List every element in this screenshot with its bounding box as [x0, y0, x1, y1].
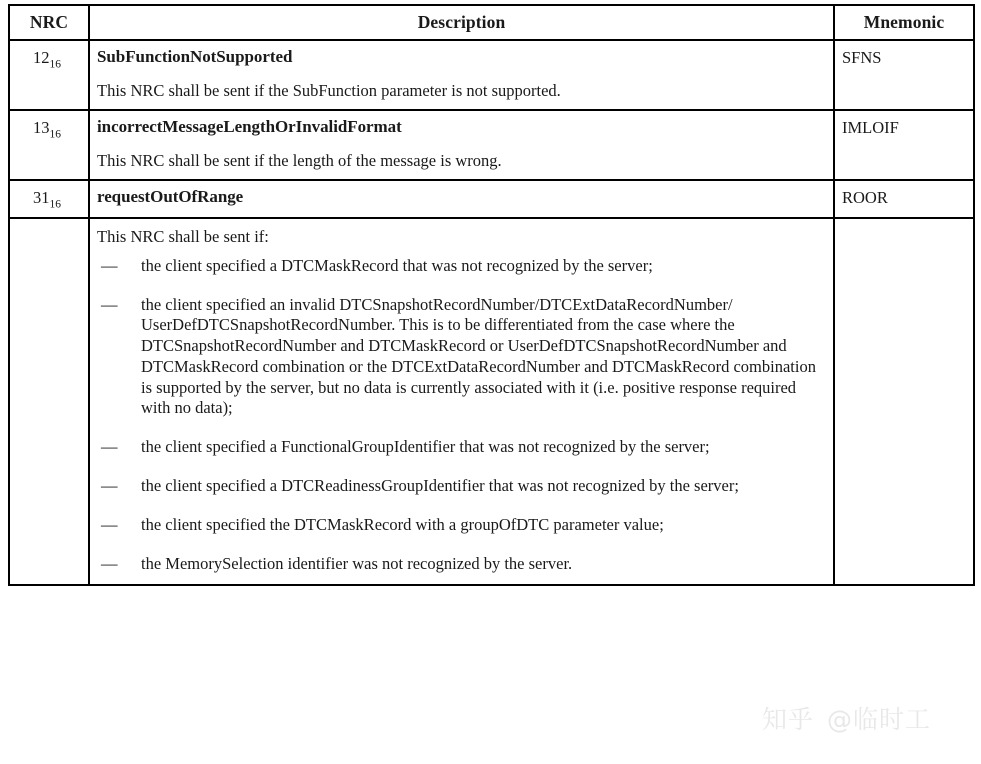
list-item-text: the client specified a FunctionalGroupIdentifier that was not recognized by the server;	[141, 437, 710, 457]
detail-intro-text: This NRC shall be sent if:	[97, 226, 269, 246]
column-header-description: Description	[89, 5, 834, 40]
em-dash-bullet-icon: —	[101, 476, 118, 496]
description-cell	[89, 180, 834, 218]
em-dash-bullet-icon: —	[101, 514, 118, 534]
list-item	[97, 256, 825, 277]
nrc-code-cell	[9, 110, 89, 180]
description-cell	[89, 40, 834, 110]
watermark-handle: @临时工	[827, 705, 932, 734]
nrc-code-value: 13	[33, 117, 50, 137]
description-cell	[89, 110, 834, 180]
nrc-code-cell-empty	[9, 218, 89, 586]
em-dash-bullet-icon: —	[101, 437, 118, 457]
em-dash-bullet-icon: —	[101, 553, 118, 573]
table-row	[9, 40, 974, 110]
list-item	[97, 476, 825, 497]
nrc-code-cell	[9, 40, 89, 110]
nrc-code-subscript: 16	[49, 198, 61, 211]
nrc-code-subscript: 16	[49, 128, 61, 141]
list-item-text: the client specified a DTCMaskRecord that was not recognized by the server;	[141, 255, 653, 275]
nrc-code-subscript: 16	[49, 58, 61, 71]
condition-list	[97, 256, 825, 575]
mnemonic-cell: ROOR	[834, 180, 974, 218]
nrc-code-value: 31	[33, 187, 50, 207]
description-detail-cell	[89, 218, 834, 586]
list-item	[97, 515, 825, 536]
list-item-text: the client specified an invalid DTCSnapshotRecordNumber/DTCExtDataRecordNumber/ UserDefDTCSnapshotRecordNumber. This is to be differentiated from the case where the DTCSnapshotRecordNumber and DTCMaskRecord or UserDefDTCSnapshotRecordNumber and DTCMaskRecord combination or the DTCExtDataRecordNumber and DTCMaskRecord combination is supported by the server, but no data is currently associated with it (i.e. positive response required with no data);	[141, 294, 816, 418]
mnemonic-cell: SFNS	[834, 40, 974, 110]
nrc-code-cell	[9, 180, 89, 218]
table-header	[9, 5, 974, 40]
list-item	[97, 295, 825, 420]
nrc-term: SubFunctionNotSupported	[97, 47, 293, 67]
mnemonic-cell: IMLOIF	[834, 110, 974, 180]
column-header-nrc: NRC	[9, 5, 89, 40]
table-body	[9, 40, 974, 585]
list-item-text: the MemorySelection identifier was not recognized by the server.	[141, 553, 573, 573]
em-dash-bullet-icon: —	[101, 294, 118, 314]
list-item-text: the client specified the DTCMaskRecord with a groupOfDTC parameter value;	[141, 514, 664, 534]
zhihu-logo-text: 知乎	[762, 705, 815, 734]
em-dash-bullet-icon: —	[101, 255, 118, 275]
table-header-row	[9, 5, 974, 40]
mnemonic-cell-empty	[834, 218, 974, 586]
column-header-mnemonic: Mnemonic	[834, 5, 974, 40]
table-row	[9, 180, 974, 218]
nrc-explanation: This NRC shall be sent if the SubFunction parameter is not supported.	[97, 80, 561, 100]
list-item-text: the client specified a DTCReadinessGroupIdentifier that was not recognized by the server;	[141, 476, 739, 496]
nrc-table	[8, 4, 975, 586]
nrc-term: incorrectMessageLengthOrInvalidFormat	[97, 116, 402, 136]
list-item	[97, 554, 825, 575]
table-row	[9, 110, 974, 180]
table-row-detail	[9, 218, 974, 586]
nrc-explanation: This NRC shall be sent if the length of the message is wrong.	[97, 150, 502, 170]
nrc-term: requestOutOfRange	[97, 186, 244, 206]
watermark	[762, 700, 931, 736]
nrc-code-value: 12	[33, 48, 50, 68]
list-item	[97, 437, 825, 458]
